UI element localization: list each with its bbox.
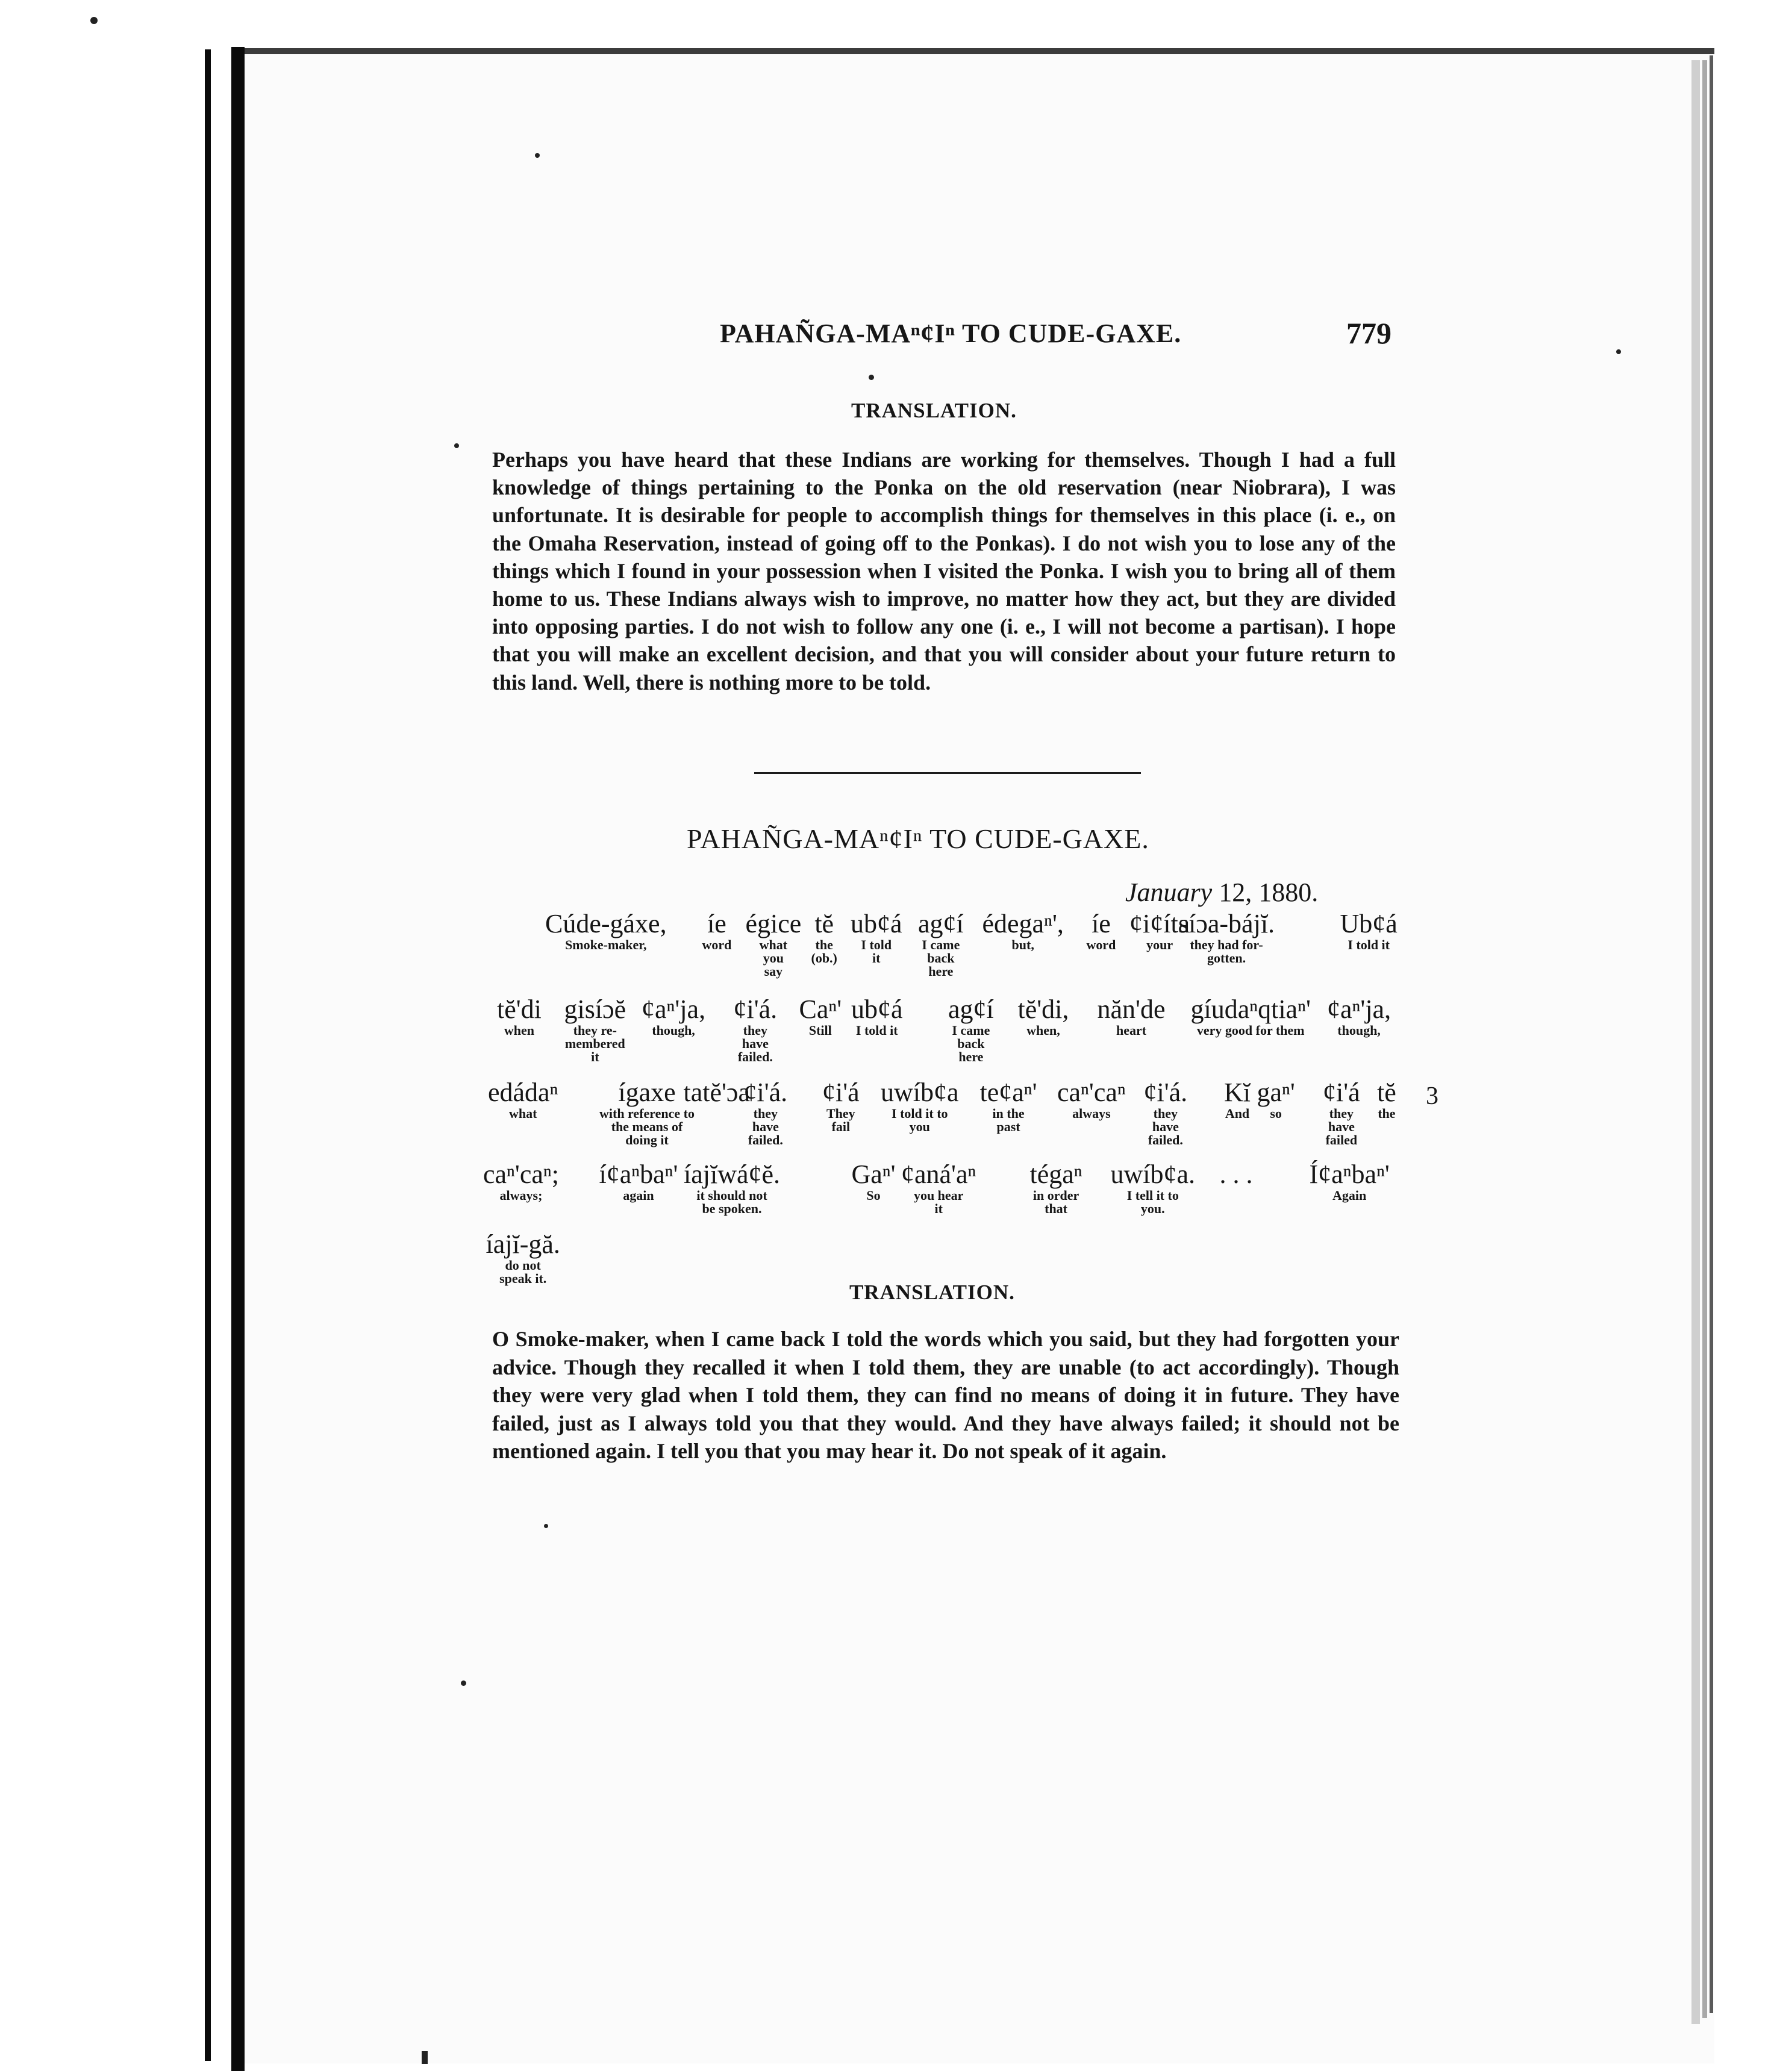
omaha-word: edádaⁿ xyxy=(488,1078,558,1107)
english-gloss: always; xyxy=(499,1188,543,1203)
omaha-word: Í¢aⁿbaⁿ' xyxy=(1309,1159,1390,1189)
omaha-word: uwíb¢a xyxy=(881,1078,959,1107)
word-gloss-pair xyxy=(811,910,837,965)
section-divider xyxy=(754,772,1141,774)
word-gloss-pair xyxy=(488,1078,558,1120)
scan-speck xyxy=(461,1680,466,1686)
word-gloss-pair xyxy=(799,995,842,1037)
omaha-word: ¢i'á xyxy=(1323,1078,1360,1107)
english-gloss: so xyxy=(1270,1106,1282,1121)
word-gloss-pair xyxy=(1178,910,1275,965)
omaha-word: ¢i'á. xyxy=(733,994,778,1024)
omaha-word: Kĭ xyxy=(1224,1078,1251,1107)
word-gloss-pair xyxy=(684,1160,780,1215)
english-gloss: they have failed xyxy=(1325,1106,1358,1147)
scan-speck xyxy=(1616,349,1621,354)
word-gloss-pair xyxy=(948,995,994,1064)
english-gloss: Again xyxy=(1332,1188,1367,1203)
word-gloss-pair xyxy=(1327,995,1391,1037)
english-gloss: with reference to the means of doing it xyxy=(599,1106,695,1147)
omaha-word: ¢i¢íta xyxy=(1129,909,1190,938)
english-gloss: They fail xyxy=(826,1106,855,1134)
letter-date-day-year: 12, 1880. xyxy=(1212,878,1319,907)
english-gloss: though, xyxy=(1337,1023,1381,1038)
english-gloss: the xyxy=(1378,1106,1396,1121)
english-gloss: very good for them xyxy=(1196,1023,1305,1038)
english-gloss: So xyxy=(866,1188,881,1203)
english-gloss: I came back here xyxy=(922,937,960,979)
omaha-word: íajĭ-gă. xyxy=(486,1229,560,1259)
line-number: 3 xyxy=(1426,1082,1438,1110)
omaha-word: tatĕ'ɔa xyxy=(683,1078,750,1107)
english-gloss: they re- membered it xyxy=(564,1023,625,1064)
english-gloss: the (ob.) xyxy=(811,937,837,966)
omaha-word: íe xyxy=(1092,909,1111,938)
english-gloss: they have failed. xyxy=(1148,1106,1183,1147)
omaha-word: í¢aⁿbaⁿ' xyxy=(599,1159,678,1189)
word-gloss-pair xyxy=(642,995,705,1037)
omaha-word: caⁿ'caⁿ; xyxy=(483,1159,559,1189)
english-gloss: you hear it xyxy=(913,1188,964,1216)
word-gloss-pair xyxy=(564,995,626,1064)
omaha-word: Caⁿ' xyxy=(799,994,842,1024)
translation-heading: TRANSLATION. xyxy=(849,1281,1015,1304)
omaha-word: ub¢á xyxy=(851,994,903,1024)
omaha-word: ígaxe xyxy=(618,1078,676,1107)
word-gloss-pair xyxy=(1220,1160,1253,1189)
english-gloss: do not speak it. xyxy=(499,1258,547,1286)
english-gloss: when xyxy=(504,1023,535,1038)
word-gloss-pair xyxy=(1191,995,1311,1037)
word-gloss-pair xyxy=(881,1078,959,1134)
word-gloss-pair xyxy=(734,995,778,1064)
word-gloss-pair xyxy=(702,910,732,952)
omaha-word: tĕ'di, xyxy=(1017,994,1069,1024)
english-gloss: they have failed. xyxy=(748,1106,783,1147)
word-gloss-pair xyxy=(1144,1078,1188,1147)
english-gloss: but, xyxy=(1011,937,1034,952)
omaha-word: ¢i'á xyxy=(822,1078,860,1107)
word-gloss-pair xyxy=(980,1078,1037,1134)
word-gloss-pair xyxy=(599,1078,695,1147)
word-gloss-pair xyxy=(684,1078,751,1107)
omaha-word: tégaⁿ xyxy=(1029,1159,1082,1189)
omaha-word: . . . xyxy=(1219,1159,1253,1189)
english-gloss: I tell it to you. xyxy=(1126,1188,1179,1216)
omaha-word: gíudaⁿqtiaⁿ' xyxy=(1190,994,1311,1024)
omaha-word: Gaⁿ' xyxy=(851,1159,896,1189)
omaha-word: gisíɔĕ xyxy=(564,994,626,1024)
word-gloss-pair xyxy=(851,910,902,965)
word-gloss-pair xyxy=(982,910,1064,952)
omaha-word: ¢aⁿ'ja, xyxy=(642,994,706,1024)
english-gloss: always xyxy=(1072,1106,1111,1121)
english-gloss: what xyxy=(509,1106,537,1121)
omaha-word: ¢i'á. xyxy=(1143,1078,1188,1107)
scan-speck xyxy=(544,1524,548,1528)
translation-heading: TRANSLATION. xyxy=(851,399,1017,422)
english-gloss: Still xyxy=(808,1023,832,1038)
english-gloss: I told it xyxy=(855,1023,898,1038)
english-gloss: Smoke-maker, xyxy=(565,937,647,952)
word-gloss-pair xyxy=(483,1160,559,1202)
english-gloss: I came back here xyxy=(952,1023,990,1064)
english-gloss: word xyxy=(702,937,732,952)
word-gloss-pair xyxy=(1377,1078,1396,1120)
word-gloss-pair xyxy=(852,1160,896,1202)
english-gloss: word xyxy=(1086,937,1116,952)
english-gloss: what you say xyxy=(759,937,788,979)
omaha-word: tĕ xyxy=(1377,1078,1396,1107)
english-gloss: I told it to you xyxy=(892,1106,948,1134)
word-gloss-pair xyxy=(1030,1160,1082,1215)
omaha-word: ag¢í xyxy=(948,994,994,1024)
omaha-word: ¢aná'aⁿ xyxy=(901,1159,976,1189)
word-gloss-pair xyxy=(599,1160,678,1202)
omaha-word: ag¢í xyxy=(918,909,964,938)
scan-speck xyxy=(454,443,459,448)
word-gloss-pair xyxy=(1018,995,1069,1037)
omaha-word: ub¢á xyxy=(851,909,902,938)
scan-speck xyxy=(535,153,540,158)
running-head: PAHAÑGA-MAⁿ¢Iⁿ TO CUDE-GAXE. xyxy=(720,319,1182,348)
omaha-word: tĕ xyxy=(814,909,834,938)
word-gloss-pair xyxy=(851,995,903,1037)
english-gloss: again xyxy=(623,1188,654,1203)
english-gloss: when, xyxy=(1026,1023,1060,1038)
english-gloss: it should not be spoken. xyxy=(696,1188,767,1216)
omaha-word: ¢i'á. xyxy=(743,1078,788,1107)
english-gloss: I told it xyxy=(1348,937,1390,952)
omaha-word: égice xyxy=(745,909,802,938)
word-gloss-pair xyxy=(1057,1078,1126,1120)
omaha-word: íajĭwá¢ĕ. xyxy=(684,1159,781,1189)
word-gloss-pair xyxy=(486,1230,560,1285)
word-gloss-pair xyxy=(822,1078,860,1134)
page-top-shadow xyxy=(245,48,1714,54)
word-gloss-pair xyxy=(1087,910,1116,952)
word-gloss-pair xyxy=(1098,995,1166,1037)
word-gloss-pair xyxy=(1340,910,1398,952)
page-number: 779 xyxy=(1346,316,1392,350)
scan-speck xyxy=(422,2051,428,2064)
word-gloss-pair xyxy=(918,910,964,978)
word-gloss-pair xyxy=(1111,1160,1196,1215)
omaha-word: ¢aⁿ'ja, xyxy=(1327,994,1392,1024)
word-gloss-pair xyxy=(746,910,802,978)
word-gloss-pair xyxy=(545,910,667,952)
omaha-word: te¢aⁿ' xyxy=(979,1078,1037,1107)
english-gloss: they have failed. xyxy=(737,1023,773,1064)
word-gloss-pair xyxy=(497,995,542,1037)
omaha-word: Cúde-gáxe, xyxy=(545,909,667,938)
letter-date xyxy=(1125,877,1318,908)
english-gloss: they had for- gotten. xyxy=(1190,937,1263,966)
letter-title: PAHAÑGA-MAⁿ¢Iⁿ TO CUDE-GAXE. xyxy=(687,823,1149,854)
word-gloss-pair xyxy=(1257,1078,1295,1120)
english-gloss: heart xyxy=(1116,1023,1147,1038)
english-gloss: And xyxy=(1225,1106,1250,1121)
omaha-word: Ub¢á xyxy=(1340,909,1398,938)
scan-speck xyxy=(90,17,98,24)
translation-paragraph: O Smoke-maker, when I came back I told the words which you said, but they had forgotten your advice. Though they recalled it when I told them, they are unable (to act accordingly). Though they were very glad when I told them, they can find no means of doing it in future. They have failed, just as I always told you that they would. And they have always failed; it should not be mentioned again. I tell you that you may hear it. Do not speak of it again. xyxy=(492,1327,1399,1463)
omaha-word: íe xyxy=(707,909,726,938)
word-gloss-pair xyxy=(744,1078,788,1147)
english-gloss: your xyxy=(1146,937,1173,952)
translation-paragraph: Perhaps you have heard that these Indians are working for themselves. Though I had a full knowledge of things pertaining to the Ponka on the old reservation (near Niobrara), I was unfortunate. It is desirable for people to accomplish things for themselves in this place (i. e., on the Omaha Reservation, instead of going off to the Ponkas). I do not wish you to lose any of the things which I found in your possession when I visited the Ponka. I wish you to bring all of them home to us. These Indians always wish to improve, no matter how they act, but they are divided into opposing parties. I do not wish to follow any one (i. e., I will not become a partisan). I hope that you will make an excellent decision, and that you will consider about your future return to this land. Well, there is nothing more to be told. xyxy=(492,448,1396,694)
word-gloss-pair xyxy=(1310,1160,1390,1202)
word-gloss-pair xyxy=(901,1160,976,1215)
scan-speck xyxy=(869,375,874,380)
english-gloss: in order that xyxy=(1032,1188,1079,1216)
word-gloss-pair xyxy=(1323,1078,1360,1147)
english-gloss: in the past xyxy=(992,1106,1025,1134)
word-gloss-pair xyxy=(1224,1078,1251,1120)
english-gloss: I told it xyxy=(861,937,892,966)
letter-date-month: January xyxy=(1125,878,1213,907)
omaha-word: síɔa-bájĭ. xyxy=(1178,909,1275,938)
english-gloss: though, xyxy=(652,1023,695,1038)
omaha-word: tĕ'di xyxy=(497,994,542,1024)
omaha-word: uwíb¢a. xyxy=(1110,1159,1196,1189)
omaha-word: gaⁿ' xyxy=(1257,1078,1295,1107)
omaha-word: năn'de xyxy=(1097,994,1166,1024)
omaha-word: caⁿ'caⁿ xyxy=(1057,1078,1126,1107)
omaha-word: édegaⁿ', xyxy=(982,909,1064,938)
